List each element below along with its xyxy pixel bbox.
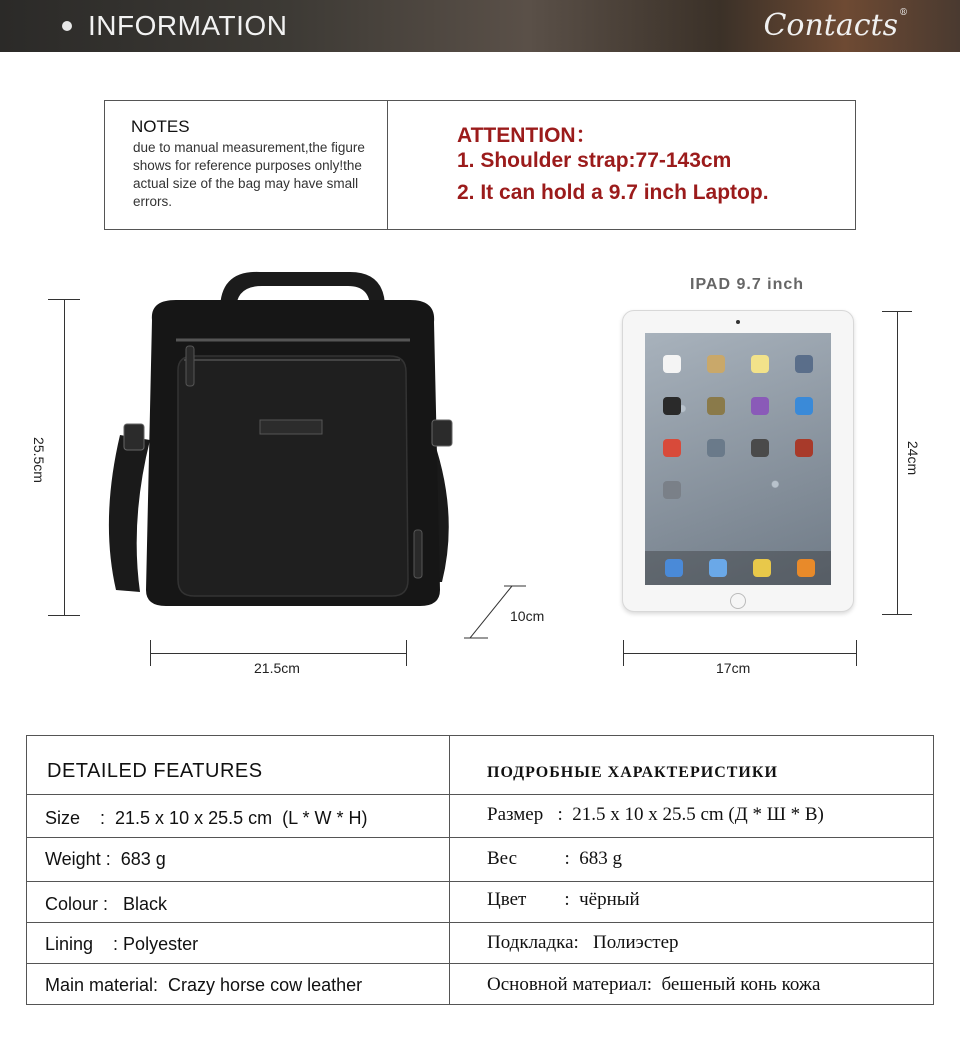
bag-depth-label: 10cm	[510, 608, 545, 624]
ipad-camera-icon	[736, 320, 740, 324]
bag-image	[80, 260, 480, 630]
header-banner	[0, 0, 960, 52]
maps-icon	[795, 355, 813, 373]
notes-box	[104, 100, 856, 230]
mail-icon	[709, 559, 727, 577]
page-title: INFORMATION	[88, 10, 288, 41]
notes-title: NOTES	[131, 117, 190, 136]
notes-divider	[387, 101, 388, 229]
feature-colour-en: Colour : Black	[45, 894, 168, 914]
table-row-divider	[27, 794, 933, 795]
photobooth-icon	[795, 439, 813, 457]
appstore-icon	[795, 397, 813, 415]
videos-icon	[663, 397, 681, 415]
ipad-width-label: 17cm	[716, 660, 751, 676]
ipad-title: IPAD 9.7 inch	[690, 276, 805, 293]
brand-name: Contacts	[763, 8, 898, 43]
safari-icon	[665, 559, 683, 577]
ipad-dock	[645, 551, 831, 585]
brand-logo	[763, 8, 908, 43]
ipad-home-button	[730, 593, 746, 609]
ipad-height-tick-bottom	[882, 614, 912, 615]
ipad-height-label: 24cm	[905, 440, 922, 476]
features-table	[26, 735, 934, 1005]
feature-lining-ru: Подкладка: Полиэстер	[487, 932, 679, 953]
features-title-en: DETAILED FEATURES	[47, 760, 263, 782]
bag-height-label: 25.5cm	[30, 437, 47, 483]
bag-height-line	[64, 299, 65, 615]
feature-weight-en: Weight : 683 g	[45, 849, 166, 869]
bag-strap-left	[109, 435, 150, 592]
ipad-width-line	[623, 653, 856, 654]
attention-line-laptop: 2. It can hold a 9.7 inch Laptop.	[457, 181, 769, 204]
feature-colour-ru: Цвет : чёрный	[487, 889, 640, 910]
bag-height-tick-bottom	[48, 615, 80, 616]
table-row-divider	[27, 963, 933, 964]
brand-registered-mark: ®	[899, 8, 908, 18]
ipad-width-tick-right	[856, 640, 857, 666]
bag-width-line	[150, 653, 406, 654]
attention-line-strap: 1. Shoulder strap:77-143cm	[457, 149, 732, 172]
contacts-icon	[707, 355, 725, 373]
notes-icon	[751, 355, 769, 373]
youtube-icon	[707, 397, 725, 415]
calendar-icon	[663, 355, 681, 373]
bag-logo-plate	[260, 420, 322, 434]
notes-text: due to manual measurement,the figure shows for reference purposes only!the actual size of the bag may have small errors.	[133, 140, 365, 209]
features-title-ru: ПОДРОБНЫЕ ХАРАКТЕРИСТИКИ	[487, 764, 778, 781]
feature-size-en: Size : 21.5 x 10 x 25.5 cm (L * W * H)	[45, 808, 368, 828]
feature-size-ru: Размер : 21.5 x 10 x 25.5 cm (Д * Ш * В)	[487, 804, 824, 825]
attention-title: ATTENTION：	[457, 124, 597, 147]
table-row-divider	[27, 837, 933, 838]
facetime-icon	[707, 439, 725, 457]
bullet-icon	[62, 21, 72, 31]
table-row-divider	[27, 922, 933, 923]
ipad-image	[622, 310, 854, 612]
bag-zipper-pull-side	[414, 530, 422, 578]
photos-icon	[753, 559, 771, 577]
feature-weight-ru: Вес : 683 g	[487, 848, 623, 869]
music-icon	[797, 559, 815, 577]
bag-buckle-right	[432, 420, 452, 446]
bag-zipper-pull	[186, 346, 194, 386]
table-row-divider	[27, 881, 933, 882]
itunes-icon	[751, 397, 769, 415]
gamecenter-icon	[663, 439, 681, 457]
feature-material-en: Main material: Crazy horse cow leather	[45, 975, 363, 995]
feature-lining-en: Lining : Polyester	[45, 934, 199, 954]
bag-buckle-left	[124, 424, 144, 450]
camera-icon	[751, 439, 769, 457]
bag-width-tick-right	[406, 640, 407, 666]
bag-width-label: 21.5cm	[254, 660, 300, 676]
ipad-height-line	[897, 311, 898, 614]
feature-material-ru: Основной материал: бешеный конь кожа	[487, 974, 821, 995]
settings-icon	[663, 481, 681, 499]
bag-front-pocket	[178, 356, 408, 596]
ipad-screen	[645, 333, 831, 585]
